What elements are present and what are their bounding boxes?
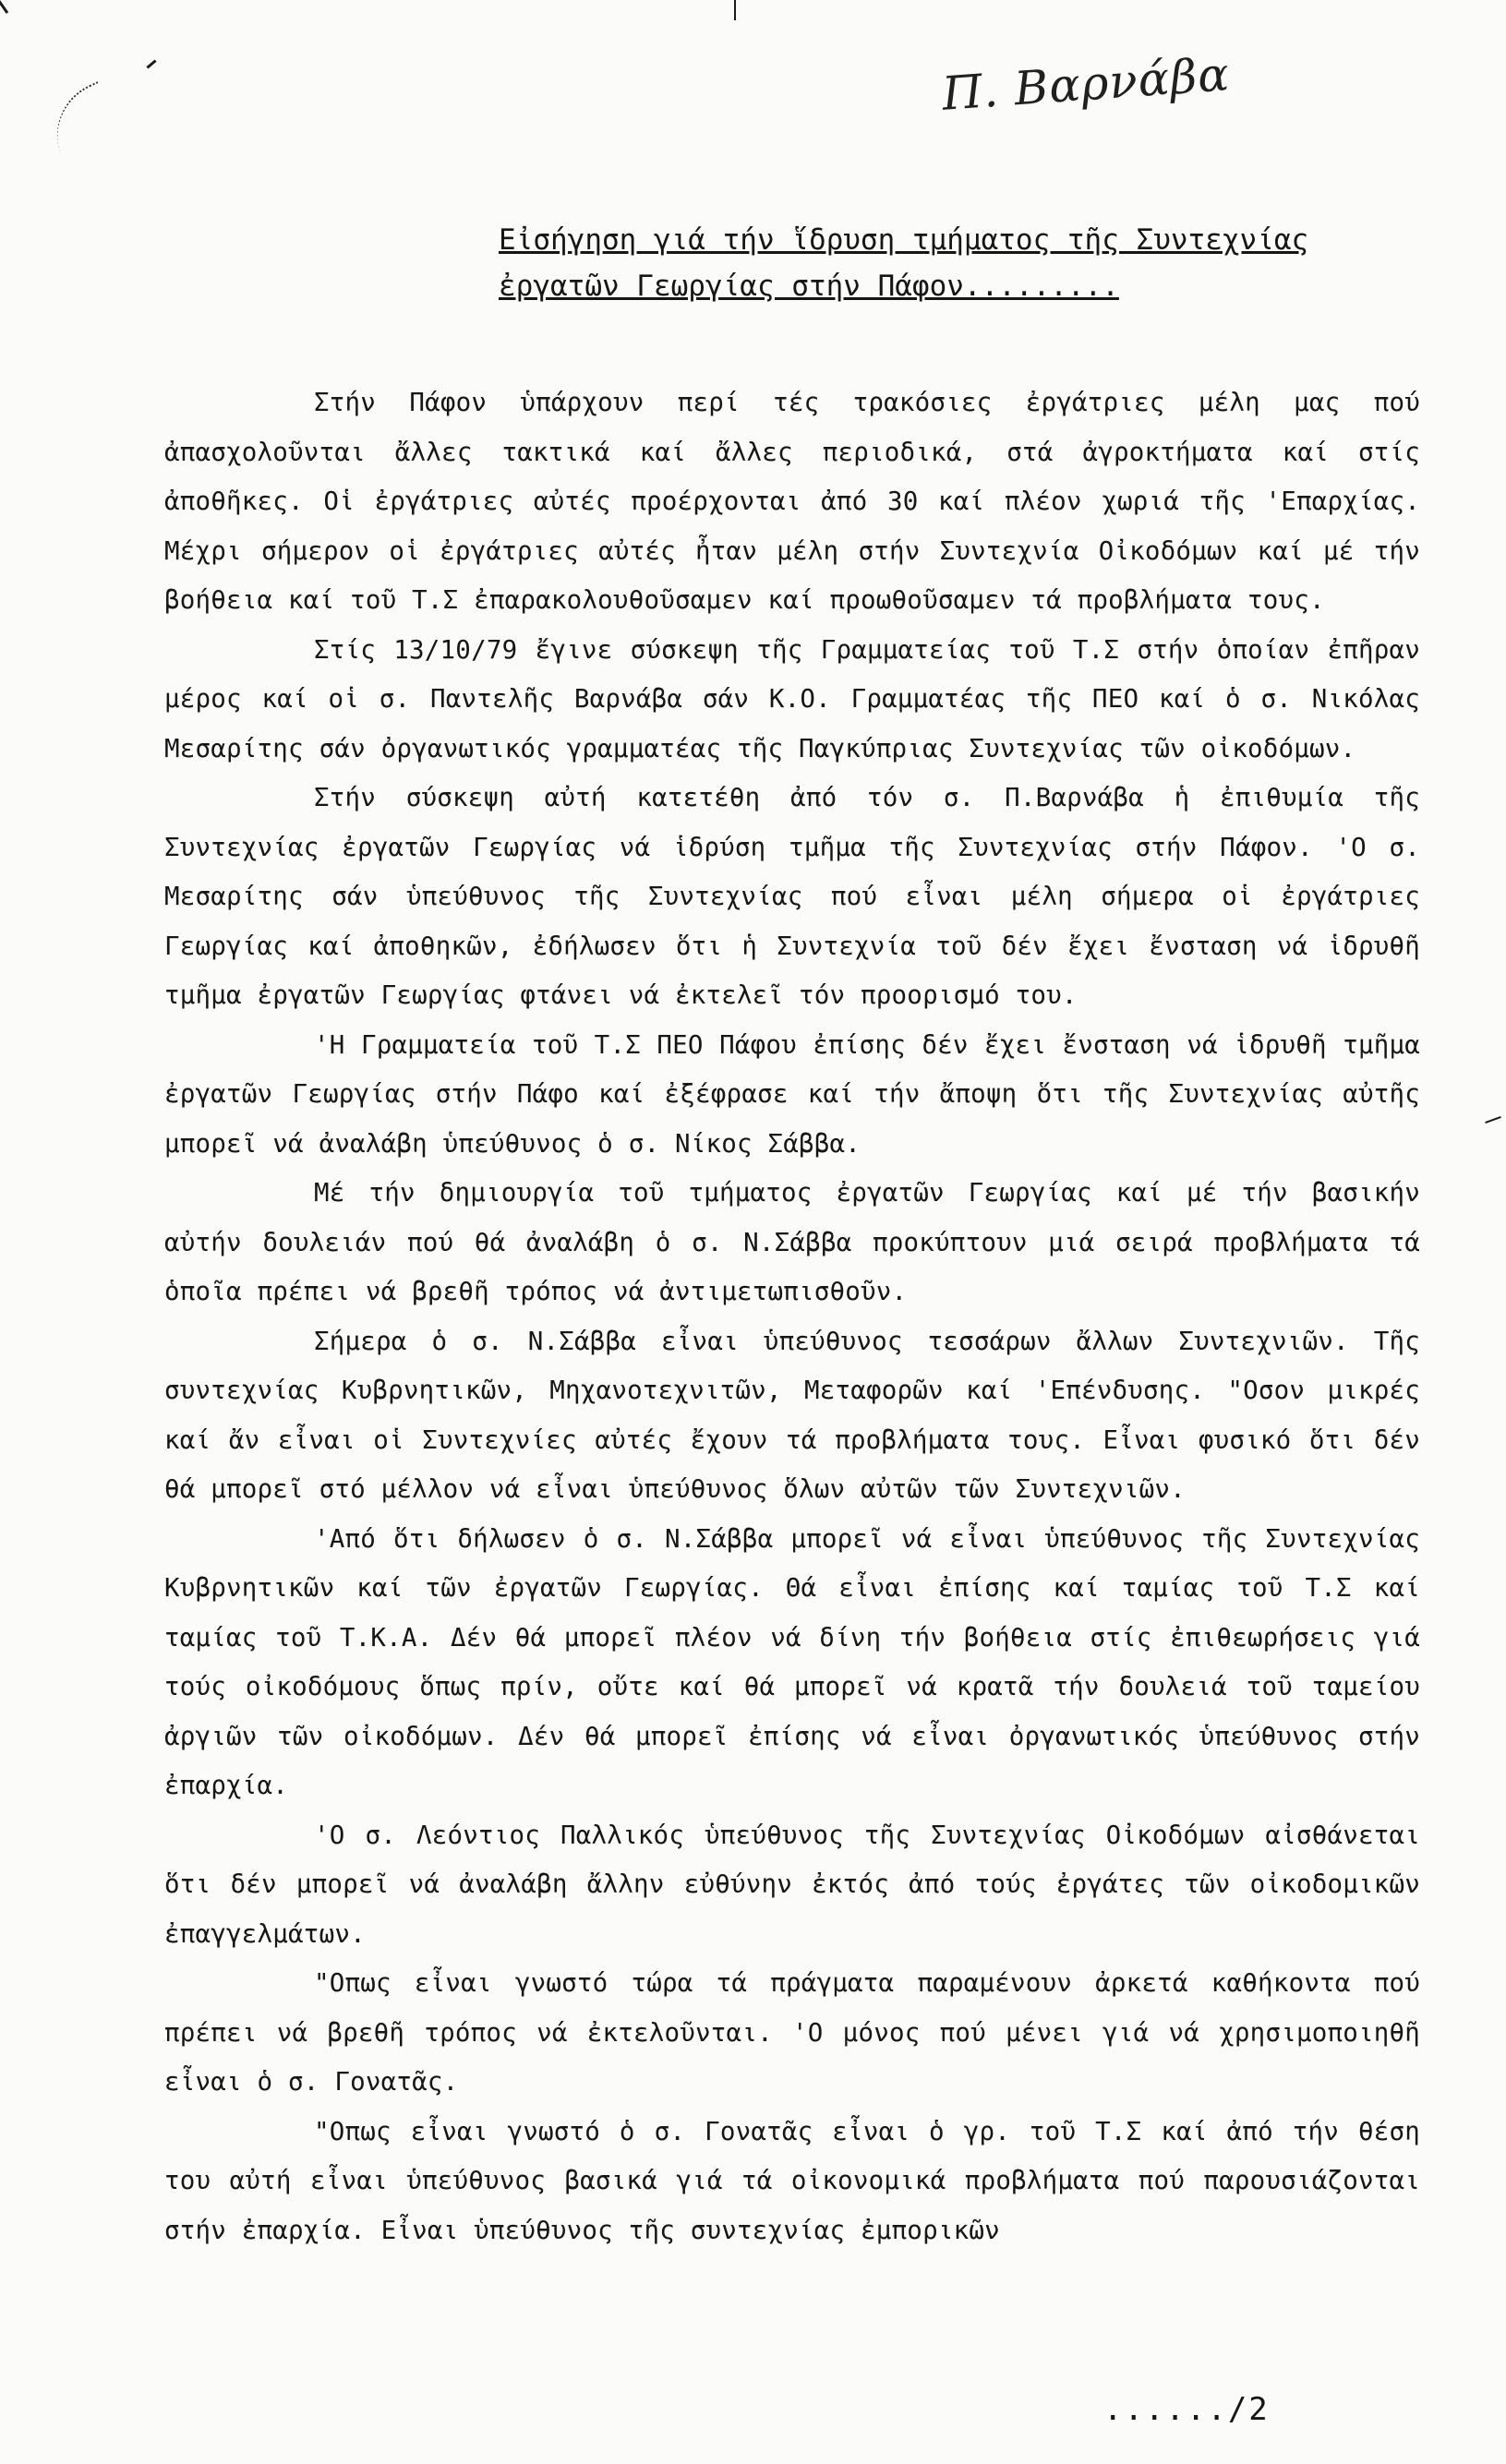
document-body xyxy=(164,379,1420,2255)
paragraph-8: 'Ο σ. Λεόντιος Παλλικός ὑπεύθυνος τῆς Συντεχνίας Οἰκοδόμων αἰσθάνεται ὅτι δέν μπορεῖ νά ἀναλάβη ἄλλην εὐθύνην ἐκτός ἀπό τούς ἐργάτες τῶν οἰκοδομικῶν ἐπαγγελμάτων. xyxy=(164,1820,1420,1949)
paragraph-2: Στίς 13/10/79 ἔγινε σύσκεψη τῆς Γραμματείας τοῦ Τ.Σ στήν ὁποίαν ἐπῆραν μέρος καί οἱ σ. Παντελῆς Βαρνάβα σάν Κ.Ο. Γραμματέας τῆς ΠΕΟ καί ὁ σ. Νικόλας Μεσαρίτης σάν ὀργανωτικός γραμματέας τῆς Παγκύπριας Συντεχνίας τῶν οἰκοδόμων. xyxy=(164,634,1420,763)
scan-top-mark xyxy=(734,0,736,20)
title-line-1: Εἰσήγηση γιά τήν ἵδρυση τμήματος τῆς Συντεχνίας xyxy=(499,223,1309,257)
handwritten-annotation: Π. Βαρνάβα xyxy=(940,47,1232,121)
margin-tick-mark xyxy=(1485,1116,1501,1124)
paragraph-10: "Οπως εἶναι γνωστό ὁ σ. Γονατᾶς εἶναι ὁ γρ. τοῦ Τ.Σ καί ἀπό τήν θέση του αὐτή εἶναι ὑπεύθυνος βασικά γιά τά οἰκονομικά προβλήματα πού παρουσιάζονται στήν ἐπαρχία. Εἶναι ὑπεύθυνος τῆς συντεχνίας ἐμπορικῶν xyxy=(164,2116,1420,2245)
paragraph-7: 'Από ὅτι δήλωσεν ὁ σ. Ν.Σάββα μπορεῖ νά εἶναι ὑπεύθυνος τῆς Συντεχνίας Κυβρνητικῶν καί τῶν ἐργατῶν Γεωργίας. Θά εἶναι ἐπίσης καί ταμίας τοῦ Τ.Σ καί ταμίας τοῦ Τ.Κ.Α. Δέν θά μπορεῖ πλέον νά δίνη τήν βοήθεια στίς ἐπιθεωρήσεις γιά τούς οἰκοδόμους ὅπως πρίν, οὔτε καί θά μπορεῖ νά κρατᾶ τήν δουλειά τοῦ ταμείου ἀργιῶν τῶν οἰκοδόμων. Δέν θά μπορεῖ ἐπίσης νά εἶναι ὀργανωτικός ὑπεύθυνος στήν ἐπαρχία. xyxy=(164,1523,1420,1800)
scan-left-mark xyxy=(146,59,156,68)
paragraph-6: Σήμερα ὁ σ. Ν.Σάββα εἶναι ὑπεύθυνος τεσσάρων ἄλλων Συντεχνιῶν. Τῆς συντεχνίας Κυβρνητικῶν, Μηχανοτεχνιτῶν, Μεταφορῶν καί 'Επένδυσης. "Οσον μικρές καί ἄν εἶναι οἱ Συντεχνίες αὐτές ἔχουν τά προβλήματα τους. Εἶναι φυσικό ὅτι δέν θά μπορεῖ στό μέλλον νά εἶναι ὑπεύθυνος ὅλων αὐτῶν τῶν Συντεχνιῶν. xyxy=(164,1326,1420,1504)
paragraph-5: Μέ τήν δημιουργία τοῦ τμήματος ἐργατῶν Γεωργίας καί μέ τήν βασικήν αὐτήν δουλειάν πού θά ἀναλάβη ὁ σ. Ν.Σάββα προκύπτουν μιά σειρά προβλήματα τά ὁποῖα πρέπει νά βρεθῆ τρόπος νά ἀντιμετωπισθοῦν. xyxy=(164,1178,1420,1306)
paragraph-3: Στήν σύσκεψη αὐτή κατετέθη ἀπό τόν σ. Π.Βαρνάβα ἡ ἐπιθυμία τῆς Συντεχνίας ἐργατῶν Γεωργίας νά ἱδρύση τμῆμα τῆς Συντεχνίας στήν Πάφον. 'Ο σ. Μεσαρίτης σάν ὑπεύθυνος τῆς Συντεχνίας πού εἶναι μέλη σήμερα οἱ ἐργάτριες Γεωργίας καί ἀποθηκῶν, ἐδήλωσεν ὅτι ἡ Συντεχνία τοῦ δέν ἔχει ἔνσταση νά ἱδρυθῆ τμῆμα ἐργατῶν Γεωργίας φτάνει νά ἐκτελεῖ τόν προορισμό του. xyxy=(164,783,1420,1010)
scan-corner-mark xyxy=(0,0,8,14)
paragraph-4: 'Η Γραμματεία τοῦ Τ.Σ ΠΕΟ Πάφου ἐπίσης δέν ἔχει ἔνσταση νά ἱδρυθῆ τμῆμα ἐργατῶν Γεωργίας στήν Πάφο καί ἐξέφρασε καί τήν ἄποψη ὅτι τῆς Συντεχνίας αὐτῆς μπορεῖ νά ἀναλάβη ὑπεύθυνος ὁ σ. Νίκος Σάββα. xyxy=(164,1029,1420,1159)
paragraph-1: Στήν Πάφον ὑπάρχουν περί τές τρακόσιες ἐργάτριες μέλη μας πού ἀπασχολοῦνται ἄλλες τακτικά καί ἄλλες περιοδικά, στά ἀγροκτήματα καί στίς ἀποθῆκες. Οἱ ἐργάτριες αὐτές προέρχονται ἀπό 30 καί πλέον χωριά τῆς 'Επαρχίας. Μέχρι σήμερον οἱ ἐργάτριες αὐτές ἦταν μέλη στήν Συντεχνία Οἰκοδόμων καί μέ τήν βοήθεια καί τοῦ Τ.Σ ἐπαρακολουθοῦσαμεν καί προωθοῦσαμεν τά προβλήματα τους. xyxy=(164,388,1420,615)
paragraph-9: "Οπως εἶναι γνωστό τώρα τά πράγματα παραμένουν ἀρκετά καθήκοντα πού πρέπει νά βρεθῆ τρόπος νά ἐκτελοῦνται. 'Ο μόνος πού μένει γιά νά χρησιμοποιηθῆ εἶναι ὁ σ. Γονατᾶς. xyxy=(164,1968,1420,2097)
title-line-2: ἐργατῶν Γεωργίας στήν Πάφον......... xyxy=(499,270,1119,303)
scan-curve-mark xyxy=(39,81,122,161)
document-title xyxy=(499,217,1330,309)
page-number: ....../2 xyxy=(1103,2391,1270,2428)
